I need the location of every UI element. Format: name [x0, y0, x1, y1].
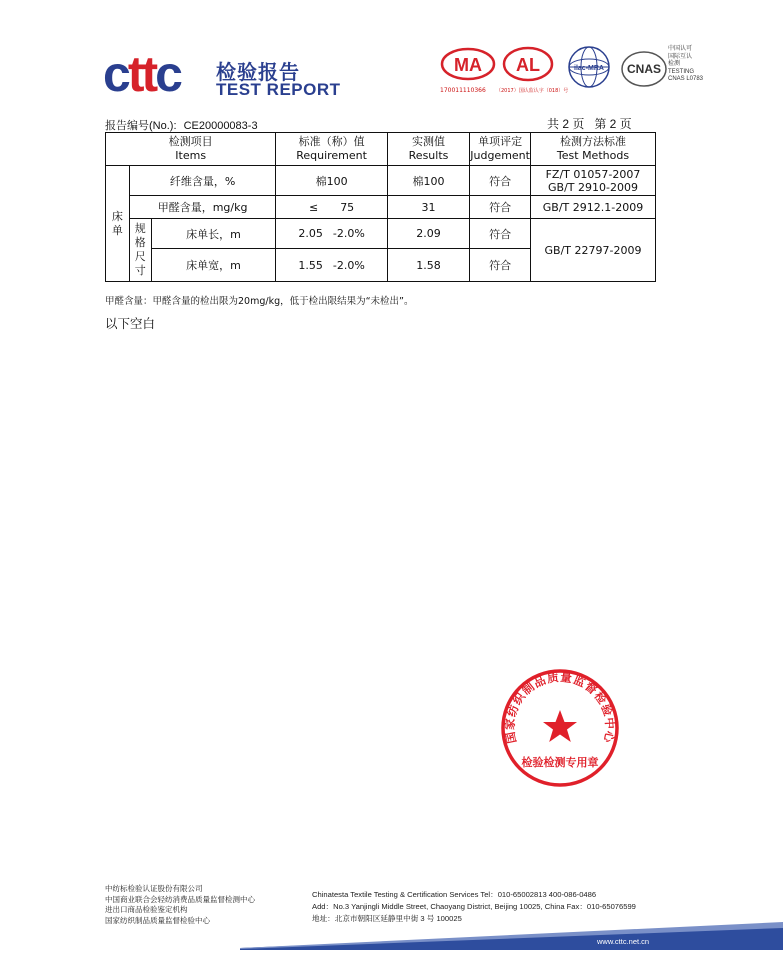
method-cell: GB/T 22797-2009: [530, 219, 655, 282]
judgement-cell: 符合: [470, 166, 531, 196]
results-table: [105, 132, 656, 282]
blank-below-note: 以下空白: [105, 316, 156, 331]
group-label-bedsheet: 床 单: [106, 166, 130, 282]
table-header-row: [106, 133, 656, 166]
method-cell: FZ/T 01057-2007 GB/T 2910-2009: [530, 166, 655, 196]
report-number-line: [105, 117, 258, 133]
cma-mark-text: MA: [454, 55, 482, 75]
logo-title-en: TEST REPORT: [216, 80, 341, 99]
seal-center-text: 检验检测专用章: [521, 756, 599, 769]
sub-group-label-size: 规 格 尺 寸: [129, 219, 151, 282]
ilac-mra-mark: [566, 44, 612, 94]
report-number: CE20000083-3: [183, 120, 258, 132]
seal-ring-text: 国家纺织制品质量监督检验中心: [502, 669, 618, 745]
result-cell: 31: [387, 196, 469, 219]
logo-title-cn: 检验报告: [216, 60, 300, 84]
result-cell: 棉100: [387, 166, 469, 196]
item-cell: 纤维含量，%: [129, 166, 276, 196]
footer-contact: Chinatesta Textile Testing & Certification Services Tel：010-65002813 400-086-0486 Add：No.3 Yanjingli Middle Street, Chaoyang District, Beijing 10025, China Fax：010-65076599 地址：北京市朝阳区延静里中街 3 号 100025: [312, 890, 636, 923]
footer-org-names: 中纺标检验认证股份有限公司 中国商业联合会轻纺消费品质量监督检测中心 进出口商品检验鉴定机构 国家纺织制品质量监督检验中心: [105, 884, 255, 925]
result-cell: 1.58: [387, 249, 469, 282]
method-cell: GB/T 2912.1-2009: [530, 196, 655, 219]
cma-mark: [440, 46, 496, 94]
footer-website: www.cttc.net.cn: [597, 937, 650, 946]
requirement-cell: 1.55 -2.0%: [276, 249, 387, 282]
header-judgement: 单项评定 Judgement: [470, 133, 531, 166]
table-row: [106, 219, 656, 249]
header-results: 实测值 Results: [387, 133, 469, 166]
cnas-mark-text: CNAS: [626, 62, 662, 76]
cnas-accreditation-text: 中国认可 国际互认 检测 TESTING CNAS L0783: [668, 46, 704, 82]
result-cell: 2.09: [387, 219, 469, 249]
table-row: [106, 166, 656, 196]
cal-mark-text: AL: [516, 55, 540, 75]
judgement-cell: 符合: [470, 219, 531, 249]
table-row: [106, 196, 656, 219]
cnas-mark: [620, 50, 668, 92]
cal-mark: [496, 46, 569, 94]
requirement-cell: 2.05 -2.0%: [276, 219, 387, 249]
item-cell: 甲醛含量，mg/kg: [129, 196, 276, 219]
judgement-cell: 符合: [470, 196, 531, 219]
header-items: 检测项目 Items: [106, 133, 276, 166]
cal-number: （2017）国认监认字（018）号: [496, 88, 569, 94]
footnote: 甲醛含量：甲醛含量的检出限为20mg/kg，低于检出限结果为“未检出”。: [105, 296, 414, 307]
requirement-cell: ≤ 75: [276, 196, 387, 219]
item-cell: 床单长，m: [151, 219, 276, 249]
logo-text: cttc: [103, 46, 180, 102]
ilac-mark-text: ilac-MRA: [574, 65, 604, 72]
seal-star-icon: [543, 710, 577, 742]
header-requirement: 标准（称）值 Requirement: [276, 133, 387, 166]
cttc-logo: [103, 46, 180, 102]
judgement-cell: 符合: [470, 249, 531, 282]
page-info: 共 2 页 第 2 页: [547, 117, 632, 131]
requirement-cell: 棉100: [276, 166, 387, 196]
report-number-label: 报告编号(No.):: [105, 120, 177, 132]
cma-number: 170011110366: [440, 87, 486, 94]
item-cell: 床单宽，m: [151, 249, 276, 282]
official-seal-stamp: [498, 666, 622, 794]
header-test-methods: 检测方法标准 Test Methods: [530, 133, 655, 166]
footer-blue-band: [240, 920, 783, 950]
